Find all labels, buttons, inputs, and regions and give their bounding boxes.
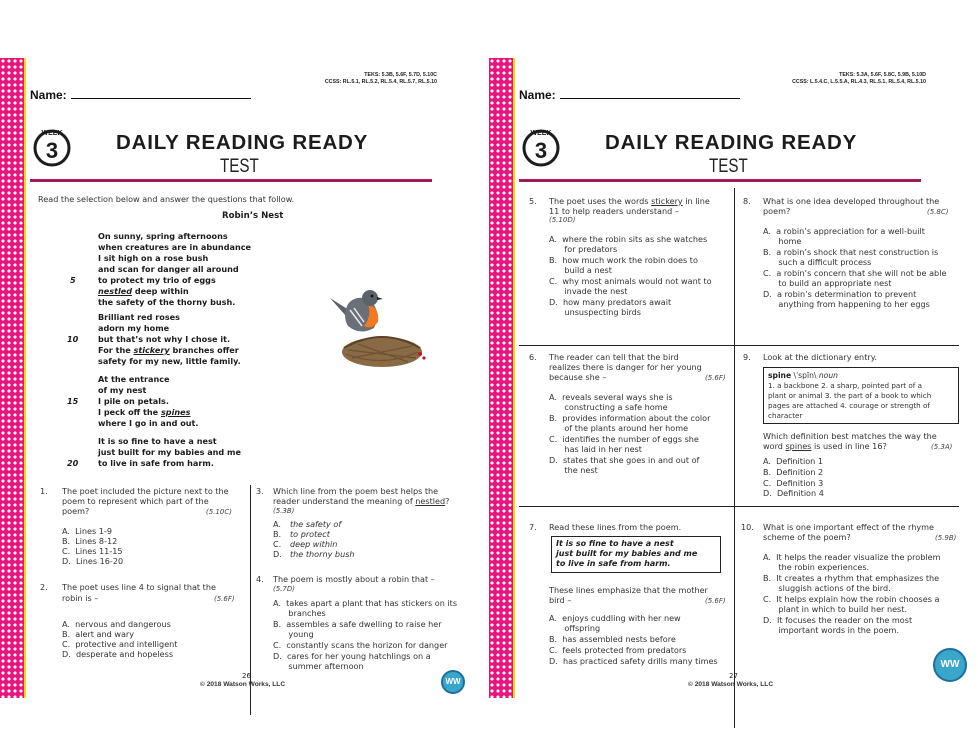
answer-choice[interactable]: A. It helps the reader visualize the problem xyxy=(763,552,941,562)
line-number: 5 xyxy=(70,275,76,285)
answer-choice[interactable]: D. It focuses the reader on the most xyxy=(763,615,913,625)
polka-dot-border xyxy=(489,58,513,698)
answer-choice[interactable]: D. has practiced safety drills many times xyxy=(549,656,718,666)
polka-dot-border xyxy=(0,58,24,698)
instructions: Read the selection below and answer the questions that follow. xyxy=(38,194,295,204)
name-line[interactable] xyxy=(71,89,251,99)
name-line[interactable] xyxy=(560,89,740,99)
answer-choice[interactable]: D. states that she goes in and out of xyxy=(549,455,700,465)
word-nestled: nestled xyxy=(98,286,132,296)
week-label: WEEK xyxy=(530,130,552,137)
page-subtitle: TEST xyxy=(220,156,259,177)
title-rule xyxy=(519,179,921,182)
answer-choice[interactable]: C. Lines 11-15 xyxy=(62,546,123,556)
answer-choice[interactable]: B. Definition 2 xyxy=(763,467,824,477)
week-number: 3 xyxy=(534,138,548,163)
watson-works-logo-icon: WW xyxy=(933,648,967,682)
answer-choice[interactable]: A. where the robin sits as she watches xyxy=(549,234,708,244)
robin-nest-illustration xyxy=(312,286,432,376)
dictionary-entry-box: spine \ˈspīn\ noun 1. a backbone 2. a sharp, pointed part of a plant or animal 3. the part of a book to which pages are attached 4. courage or strength of character xyxy=(763,367,959,424)
quote-box: It is so fine to have a nest just built for my babies and me to live in safe from harm. xyxy=(551,536,721,573)
answer-choice[interactable]: D. Definition 4 xyxy=(763,488,824,498)
week-badge-icon xyxy=(519,124,563,168)
line-number: 20 xyxy=(67,458,79,468)
answer-choice[interactable]: A. nervous and dangerous xyxy=(62,619,171,629)
word-spines: spines xyxy=(160,407,191,417)
title-rule xyxy=(30,179,432,182)
word-stickery: stickery xyxy=(133,345,170,355)
answer-choice[interactable]: B. how much work the robin does to xyxy=(549,255,698,265)
answer-choice[interactable]: C. constantly scans the horizon for danger xyxy=(273,640,448,650)
answer-choice[interactable]: B. alert and wary xyxy=(62,629,135,639)
week-label: WEEK xyxy=(41,130,63,137)
watson-works-logo-icon: WW xyxy=(441,670,465,694)
answer-choice[interactable]: B. has assembled nests before xyxy=(549,634,676,644)
week-badge-icon xyxy=(30,124,74,168)
row-divider xyxy=(519,345,959,346)
answer-choice[interactable]: A. reveals several ways she is xyxy=(549,392,673,402)
answer-choice[interactable]: A. Lines 1-9 xyxy=(62,526,112,536)
week-number: 3 xyxy=(45,138,59,163)
answer-choice[interactable]: A. Definition 1 xyxy=(763,456,824,466)
line-number: 15 xyxy=(67,396,79,406)
page-number: 26 xyxy=(242,672,251,680)
answer-choice[interactable]: D. how many predators await xyxy=(549,297,672,307)
answer-choice[interactable]: B. a robin’s shock that nest construction is xyxy=(763,247,939,257)
page-title: DAILY READING READY xyxy=(605,131,858,154)
copyright: © 2018 Watson Works, LLC xyxy=(200,681,286,688)
answer-choice[interactable]: A. enjoys cuddling with her new xyxy=(549,613,681,623)
answer-choice[interactable]: A. takes apart a plant that has stickers on its xyxy=(273,598,458,608)
standards-codes: TEKS: 5.3B, 5.6F, 5.7D, 5.10C CCSS: RL.5.1, RL.5.2, RL.5.4, RL.5.7, RL.5.10 xyxy=(324,72,437,85)
line-number: 10 xyxy=(67,334,79,344)
answer-choice[interactable]: B. provides information about the color xyxy=(549,413,711,423)
page-number: 27 xyxy=(729,672,738,680)
name-field[interactable]: Name: xyxy=(519,88,740,102)
row-divider xyxy=(519,506,959,507)
answer-choice[interactable]: C. Definition 3 xyxy=(763,478,824,488)
worksheet-page-27: TEKS: 5.3A, 5.6F, 5.8C, 5.9B, 5.10D CCSS: L.5.4.C, L.5.5.A, RL.4.3, RL.5.1, RL.5.4, RL.5.10 Name: WEEK 3 DAILY READING READY TEST 5. The poet uses the words stickery in line 11 to help readers understand – (5.10D) A. where the robin sits as she watches for predators B. how much work the robin does to build a nest C. why most animals would not want to invade the nest D. how many predators await unsuspecting birds 6. The reader can tell that the bird realizes there is danger for her young because she – (5.6F) A. reveals several ways she is constructing a safe home B. provides information about the color of the plants around her home C. identifies the number of eggs she has laid in her nest D. states that she goes in and out of the nest 7. Read these lines from the poem. It is so fine to have a nest just built for my babies and me to live in safe from harm. These lines emphasize that the mother bird – (5.6F) A. enjoys cuddling with her new offspring B. has assembled nests before C. feels protected from predators D. has practiced safety drills many times 8. What is one idea developed throughout the poem? (5.8C) A. a robin’s appreciation for a well-built home B. a robin’s shock that nest construction is such a difficult process C. a robin’s concern that she will not be able to build an appropriate nest D. a robin’s determination to prevent anything from happening to her eggs 9. Look at the dictionary entry. spine \ˈspīn\ noun 1. a backbone 2. a sharp, pointed part of a plant or animal 3. the part of a book to which pages are attached 4. courage or strength of character Which definition best matches the way the word spines is used in line 16? (5.3A) A. Definition 1 B. Definition 2 C. Definition 3 D. Definition 4 10. What is one important effect of the rhyme scheme of the poem? (5.9B) A. It helps the reader visualize the problem the robin experiences. B. It creates a rhythm that emphasizes the sluggish actions of the bird. C. It helps explain how the robin chooses a plant in which to build her nest. D. It focuses the reader on the most important words in the poem. 27 © 2018 Watson Works, LLC WW xyxy=(489,58,968,698)
answer-choice[interactable]: C. identifies the number of eggs she xyxy=(549,434,699,444)
answer-choice[interactable]: C. a robin’s concern that she will not be able xyxy=(763,268,947,278)
page-subtitle: TEST xyxy=(709,156,748,177)
answer-choice[interactable]: B. It creates a rhythm that emphasizes the xyxy=(763,573,940,583)
poem-title: Robin’s Nest xyxy=(222,211,284,221)
answer-choice[interactable]: D. Lines 16-20 xyxy=(62,556,124,566)
answer-choice[interactable]: D. desperate and hopeless xyxy=(62,649,174,659)
column-divider xyxy=(734,188,735,728)
answer-choice[interactable]: B. Lines 8-12 xyxy=(62,536,118,546)
answer-choice[interactable]: C. why most animals would not want to xyxy=(549,276,712,286)
answer-choice[interactable]: D. a robin’s determination to prevent xyxy=(763,289,917,299)
answer-choice[interactable]: C. It helps explain how the robin chooses a xyxy=(763,594,940,604)
worksheet-page-26: TEKS: 5.3B, 5.6F, 5.7D, 5.10C CCSS: RL.5.1, RL.5.2, RL.5.4, RL.5.7, RL.5.10 Name: WEEK 3 DAILY READING READY TEST Read the selection below and answer the questions that follow. Robin’s Nest On sunny, spring afternoons when creatures are in abundance I sit high on a rose bush and scan for danger all around to protect my trio of eggs nestled deep within the safety of the thorny bush. Brilliant red roses adorn my home but that’s not why I chose it. For the stickery branches offer safety for my new, little family. At the entrance of my nest I pile on petals. I peck off the spines where I go in and out. It is so fine to have a nest just built for my babies and me to live in safe from harm. 5 10 15 20 1. The poet included the picture next to the poem to represent which part of the poem? (5.10C) A. Lines 1-9 B. Lines 8-12 C. Lines 11-15 D. Lines 16-20 2. The poet uses line 4 to signal that the robin is – (5.6F) A. nervous and dangerous B. alert and wary C. protective and intelligent D. desperate and hopeless 3. Which line from the poem best helps the reader understand the meaning of nestled? (5.3B) A. the safety of B. to protect C. deep within D. the thorny bush 4. The poem is mostly about a robin that – (5.7D) A. takes apart a plant that has stickers on its branches B. assembles a safe dwelling to raise her young C. constantly scans the horizon for danger D. cares for her young hatchlings on a summer afternoon 26 © 2018 Watson Works, LLC WW xyxy=(0,58,479,698)
copyright: © 2018 Watson Works, LLC xyxy=(688,681,774,688)
answer-choice[interactable]: B. assembles a safe dwelling to raise her xyxy=(273,619,442,629)
name-field[interactable]: Name: xyxy=(30,88,251,102)
page-title: DAILY READING READY xyxy=(116,131,369,154)
standards-codes: TEKS: 5.3A, 5.6F, 5.8C, 5.9B, 5.10D CCSS: L.5.4.C, L.5.5.A, RL.4.3, RL.5.1, RL.5.4, RL.5.10 xyxy=(792,72,926,85)
answer-choice[interactable]: A. a robin’s appreciation for a well-built xyxy=(763,226,925,236)
answer-choice[interactable]: C. feels protected from predators xyxy=(549,645,687,655)
answer-choice[interactable]: D. cares for her young hatchlings on a xyxy=(273,651,431,661)
answer-choice[interactable]: C. protective and intelligent xyxy=(62,639,178,649)
